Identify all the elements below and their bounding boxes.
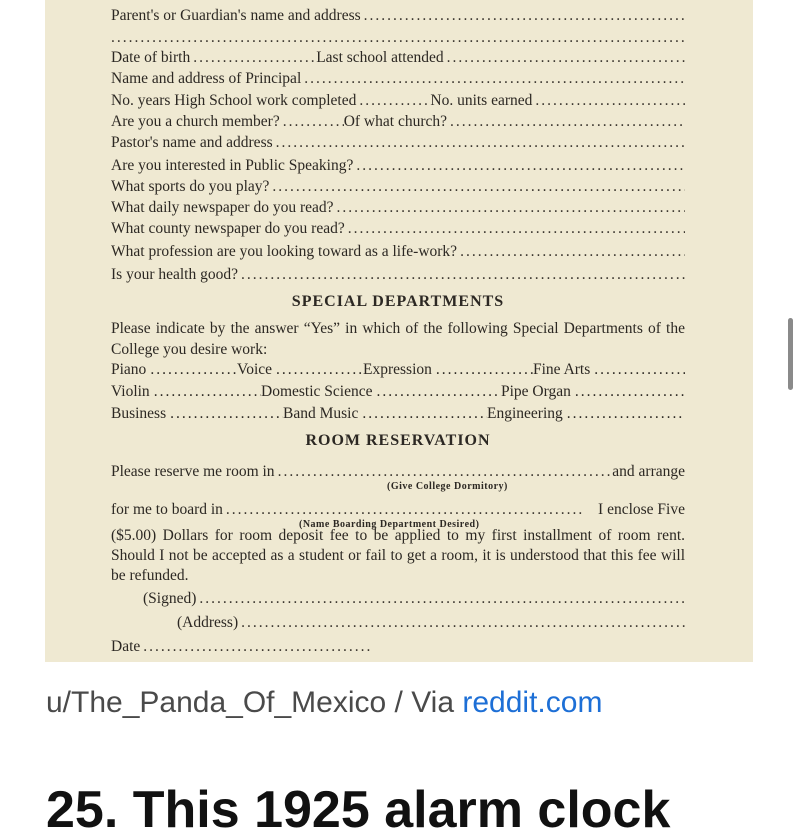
- dept-violin: Violin: [111, 383, 150, 400]
- daily-paper-label: What daily newspaper do you read?: [111, 199, 334, 216]
- form-photo: [45, 0, 753, 662]
- address-label: (Address): [177, 614, 239, 631]
- form-line-profession: [111, 243, 685, 263]
- hs-years-label: No. years High School work completed: [111, 92, 357, 109]
- form-line-sports: [111, 178, 685, 198]
- pastor-label: Pastor's name and address: [111, 134, 273, 151]
- dept-business: Business: [111, 405, 167, 422]
- departments-row-3: [111, 405, 685, 425]
- sports-label: What sports do you play?: [111, 178, 270, 195]
- public-speaking-label: Are you interested in Public Speaking?: [111, 157, 354, 174]
- dept-engineering: Engineering: [487, 405, 563, 422]
- dept-domestic-science: Domestic Science: [261, 383, 373, 400]
- room-reservation-heading: ROOM RESERVATION: [305, 432, 491, 449]
- dotted-line: [111, 29, 685, 49]
- credit-user: u/The_Panda_Of_Mexico / Via: [46, 686, 463, 719]
- dept-voice: Voice: [237, 361, 273, 378]
- form-line-address: [177, 614, 685, 634]
- enclose-label: I enclose Five: [598, 501, 685, 518]
- form-line-reserve: [111, 463, 685, 483]
- date-label: Date: [111, 638, 141, 655]
- county-paper-label: What county newspaper do you read?: [111, 220, 345, 237]
- dob-label: Date of birth: [111, 49, 191, 66]
- form-line-church: [111, 113, 685, 133]
- special-departments-text: Please indicate by the answer “Yes” in which of the following Special Departments of the College you desire work:: [111, 320, 685, 358]
- dept-band-music: Band Music: [283, 405, 359, 422]
- form-line-health: [111, 266, 685, 286]
- principal-label: Name and address of Principal: [111, 70, 302, 87]
- which-church-label: Of what church?: [343, 113, 447, 130]
- dept-piano: Piano: [111, 361, 147, 378]
- reserve-label: Please reserve me room in: [111, 463, 275, 480]
- form-line-county-paper: [111, 220, 685, 240]
- form-line-pastor: [111, 134, 685, 154]
- dept-pipe-organ: Pipe Organ: [501, 383, 571, 400]
- form-line-date: [111, 638, 373, 658]
- image-credit: [46, 686, 602, 720]
- special-departments-heading: SPECIAL DEPARTMENTS: [291, 293, 505, 310]
- dept-expression: Expression: [363, 361, 432, 378]
- board-caption: (Name Boarding Department Desired): [299, 519, 480, 530]
- health-label: Is your health good?: [111, 266, 238, 283]
- guardian-label: Parent's or Guardian's name and address: [111, 7, 361, 24]
- dorm-caption: (Give College Dormitory): [387, 481, 508, 492]
- signed-label: (Signed): [143, 590, 197, 607]
- form-line-speaking: [111, 157, 685, 177]
- board-label: for me to board in: [111, 501, 223, 518]
- deposit-text: ($5.00) Dollars for room deposit fee to be applied to my first installment of room rent. Should I not be accepted as a student or fail to get a room, it is understood that this fee will be refunded.: [111, 527, 685, 584]
- departments-row-2: [111, 383, 685, 403]
- last-school-label: Last school attended: [316, 49, 444, 66]
- departments-row-1: [111, 361, 685, 381]
- scrollbar-thumb[interactable]: [788, 318, 793, 390]
- form-line-guardian: [111, 7, 685, 27]
- form-line-daily-paper: [111, 199, 685, 219]
- units-label: No. units earned: [430, 92, 533, 109]
- credit-source-link[interactable]: reddit.com: [462, 686, 603, 719]
- form-line-signed: [143, 590, 685, 610]
- dept-fine-arts: Fine Arts: [533, 361, 591, 378]
- next-item-heading: 25. This 1925 alarm clock: [46, 781, 671, 839]
- profession-label: What profession are you looking toward as a life-work?: [111, 243, 458, 260]
- form-line-board: [111, 501, 685, 521]
- arrange-label: and arrange: [612, 463, 685, 480]
- church-member-label: Are you a church member?: [111, 113, 280, 130]
- form-line-hs: [111, 92, 685, 112]
- form-line-principal: [111, 70, 685, 90]
- form-line-dob: [111, 49, 685, 69]
